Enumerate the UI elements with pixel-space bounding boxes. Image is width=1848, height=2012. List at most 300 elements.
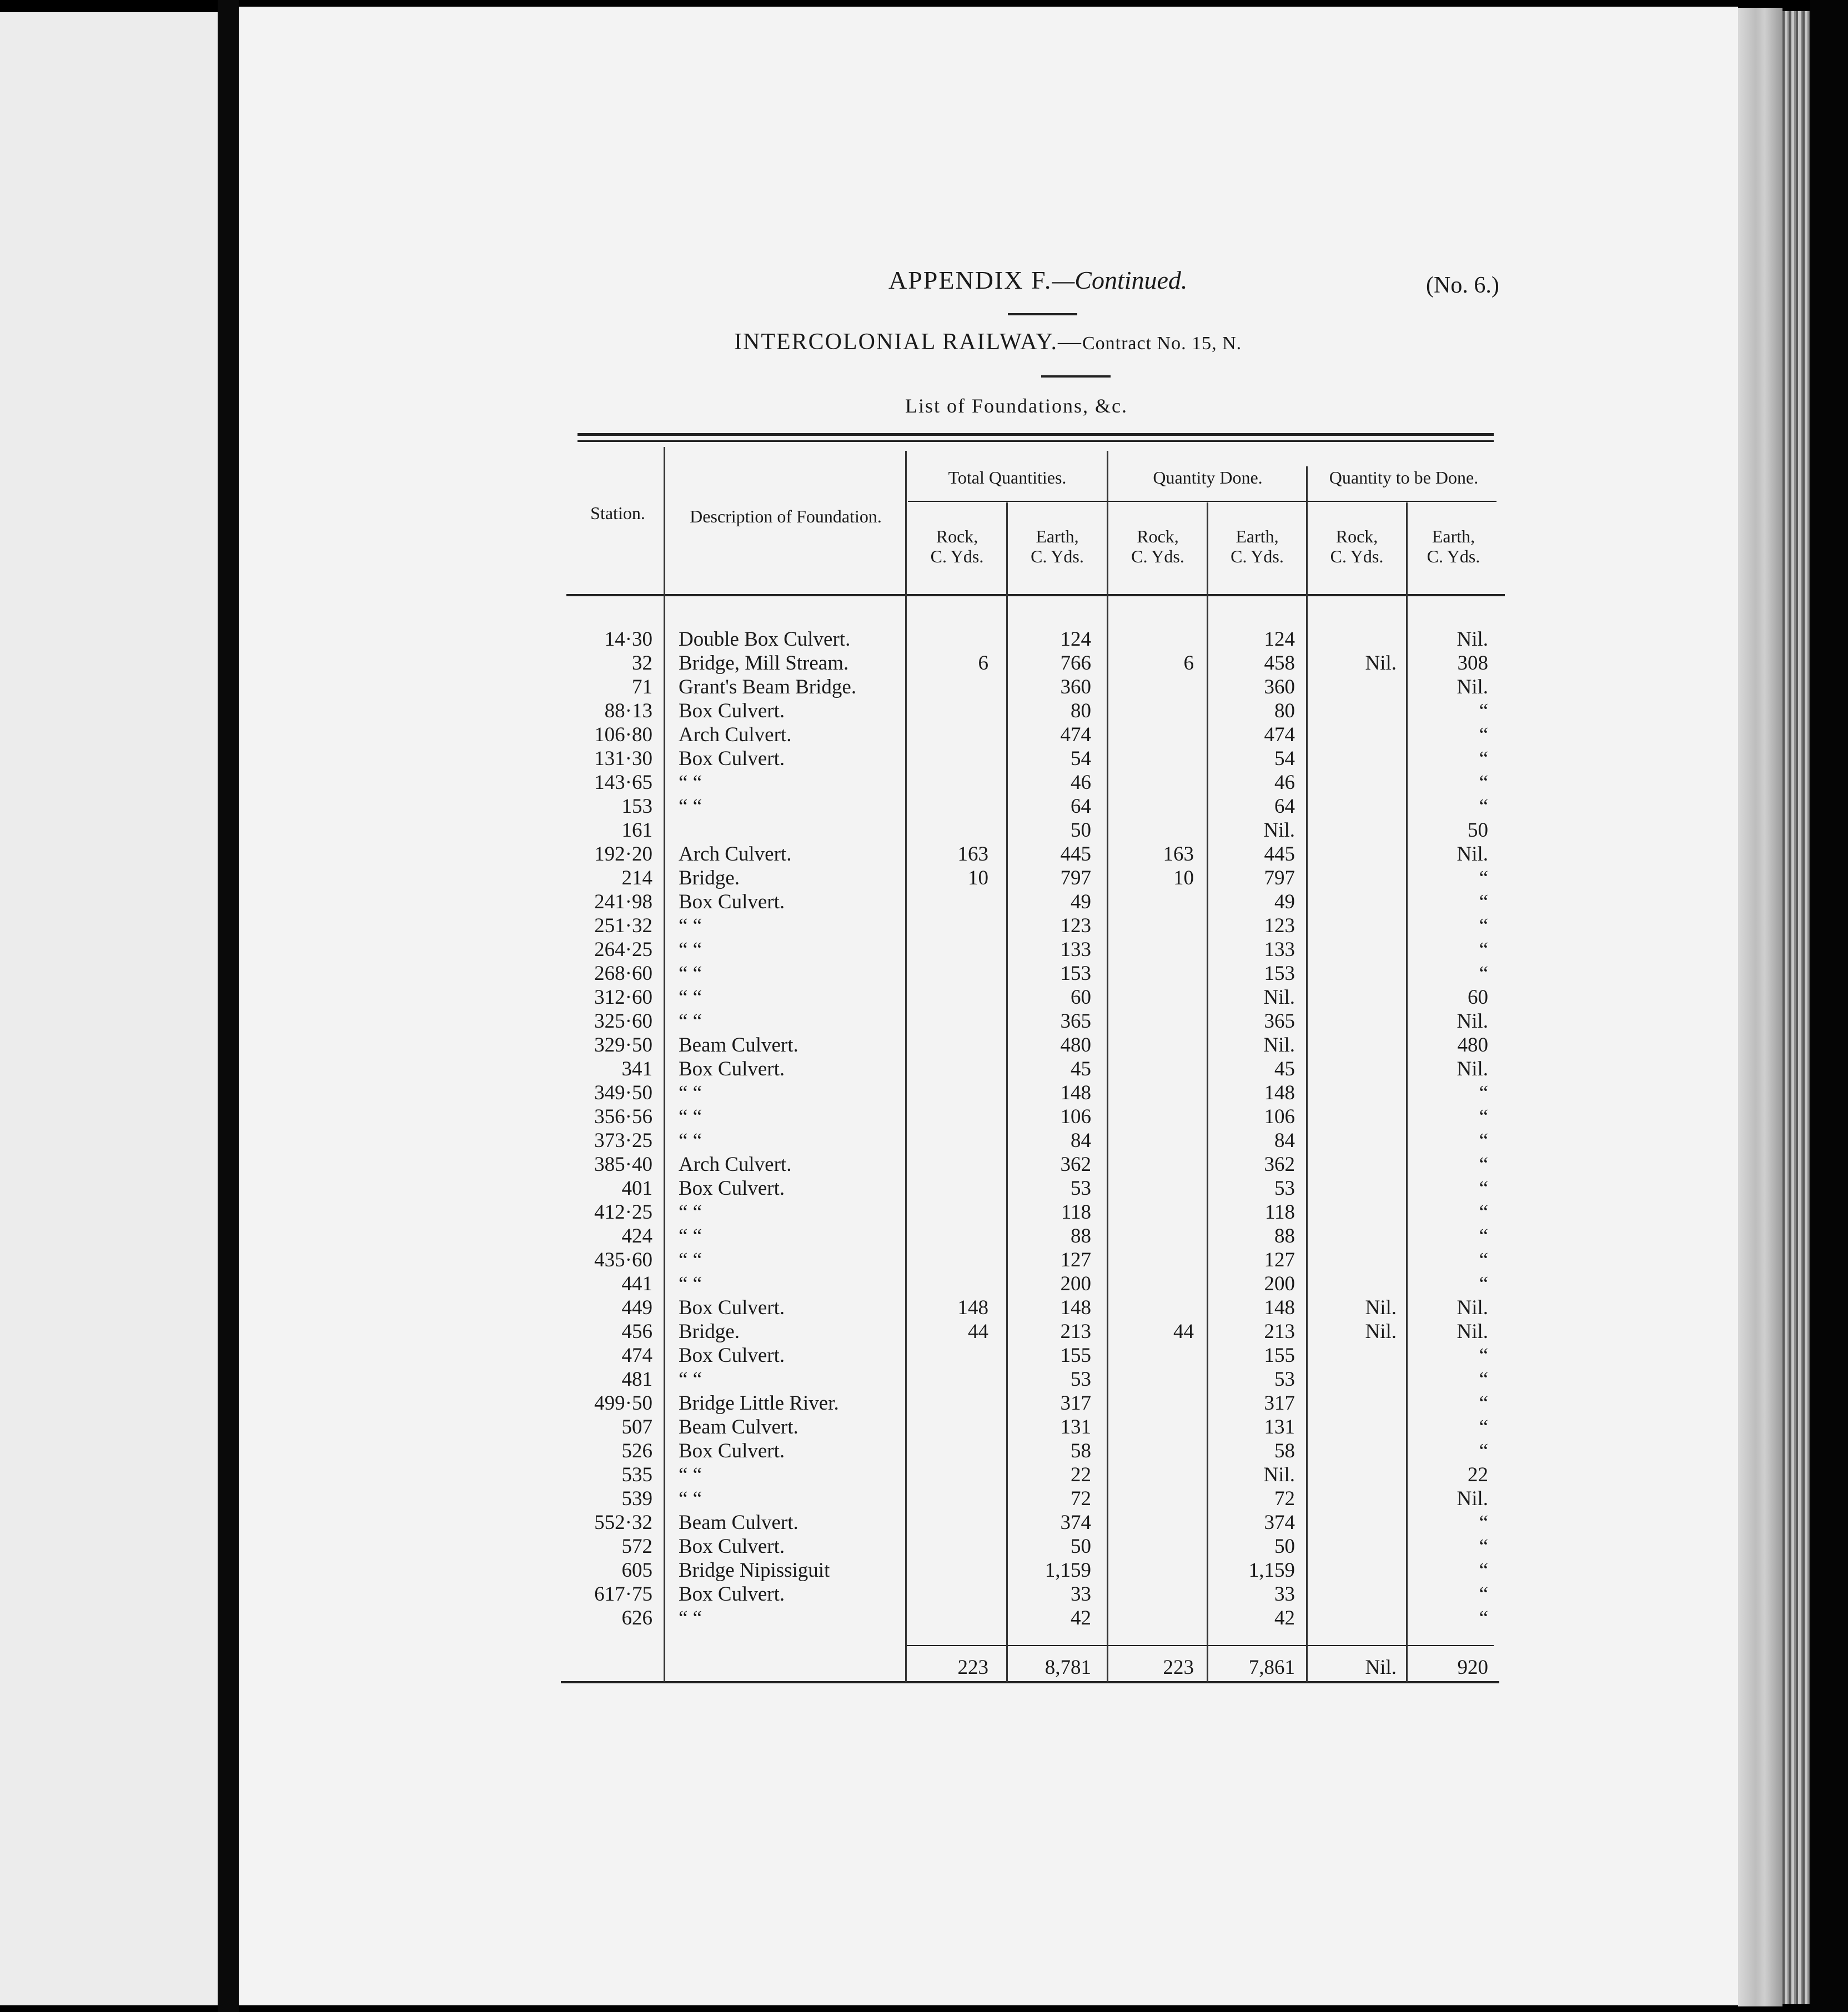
table-row xyxy=(555,1415,1499,1439)
total-earth-cell: 42 xyxy=(1071,1607,1091,1629)
table-row xyxy=(555,1057,1499,1081)
todo-earth-cell: “ xyxy=(1479,771,1488,794)
done-earth-cell: 42 xyxy=(1274,1607,1295,1629)
total-earth-cell: 480 xyxy=(1060,1034,1091,1057)
todo-earth-cell: “ xyxy=(1479,1249,1488,1271)
done-rock-cell: 44 xyxy=(1173,1320,1194,1343)
station-cell: 251·32 xyxy=(594,914,652,937)
todo-earth-cell: “ xyxy=(1479,1105,1488,1128)
done-rock-cell: 6 xyxy=(1183,652,1194,675)
description-cell: Box Culvert. xyxy=(679,747,785,770)
total-earth-cell: 213 xyxy=(1060,1320,1091,1343)
total-earth-cell: 133 xyxy=(1060,938,1091,961)
done-earth-cell: 33 xyxy=(1274,1583,1295,1606)
subheader-rock xyxy=(1109,526,1207,566)
station-cell: 88·13 xyxy=(604,700,652,722)
total-earth-cell: 106 xyxy=(1060,1105,1091,1128)
total-earth-cell: 374 xyxy=(1060,1511,1091,1534)
description-cell: Bridge, Mill Stream. xyxy=(679,652,849,675)
table-row xyxy=(555,1105,1499,1129)
total-rock-cell: 163 xyxy=(957,843,988,866)
done-earth-cell: 200 xyxy=(1264,1272,1295,1295)
station-cell: 153 xyxy=(621,795,652,818)
todo-earth-cell: Nil. xyxy=(1457,676,1488,698)
subheader-earth xyxy=(1408,526,1499,566)
total-earth-cell: 84 xyxy=(1071,1129,1091,1152)
description-cell: “ “ xyxy=(679,938,702,961)
table-row xyxy=(555,794,1499,818)
done-earth-cell: Nil. xyxy=(1263,819,1295,842)
table-row xyxy=(555,1296,1499,1320)
total-rock-quantity: 223 xyxy=(957,1656,988,1679)
table-row xyxy=(555,771,1499,794)
done-earth-cell: 53 xyxy=(1274,1177,1295,1200)
table-row xyxy=(555,699,1499,723)
page-stack-edge xyxy=(1782,11,1810,2004)
todo-earth-cell: 308 xyxy=(1457,652,1488,675)
station-cell: 356·56 xyxy=(594,1105,652,1128)
description-cell: Box Culvert. xyxy=(679,1535,785,1558)
header-description: Description of Foundation. xyxy=(690,506,882,526)
total-rock-cell: 148 xyxy=(957,1296,988,1319)
rock-label: Rock, xyxy=(1137,526,1179,546)
done-earth-cell: 362 xyxy=(1264,1153,1295,1176)
total-earth-cell: 797 xyxy=(1060,867,1091,889)
table-row xyxy=(555,1487,1499,1511)
done-earth-cell: 88 xyxy=(1274,1225,1295,1248)
station-cell: 161 xyxy=(621,819,652,842)
todo-earth-cell: “ xyxy=(1479,867,1488,889)
total-earth-cell: 50 xyxy=(1071,1535,1091,1558)
station-cell: 507 xyxy=(621,1416,652,1438)
heading-rule xyxy=(1008,313,1077,315)
total-earth-cell: 64 xyxy=(1071,795,1091,818)
todo-earth-cell: “ xyxy=(1479,1082,1488,1104)
done-earth-cell: 50 xyxy=(1274,1535,1295,1558)
total-earth-cell: 124 xyxy=(1060,628,1091,651)
earth-label: Earth, xyxy=(1236,526,1279,546)
station-cell: 456 xyxy=(621,1320,652,1343)
total-earth-cell: 54 xyxy=(1071,747,1091,770)
station-cell: 449 xyxy=(621,1296,652,1319)
station-cell: 192·20 xyxy=(594,843,652,866)
station-cell: 385·40 xyxy=(594,1153,652,1176)
done-earth-cell: Nil. xyxy=(1263,986,1295,1009)
table-row xyxy=(555,890,1499,914)
table-row xyxy=(555,1248,1499,1272)
todo-earth-cell: Nil. xyxy=(1457,1487,1488,1510)
todo-earth-cell: “ xyxy=(1479,1153,1488,1176)
description-cell: Arch Culvert. xyxy=(679,723,792,746)
description-cell: “ “ xyxy=(679,1201,702,1224)
description-cell: “ “ xyxy=(679,1368,702,1391)
todo-earth-cell: “ xyxy=(1479,1272,1488,1295)
table-row xyxy=(555,818,1499,842)
station-cell: 268·60 xyxy=(594,962,652,985)
table-row xyxy=(555,1176,1499,1200)
total-earth-cell: 49 xyxy=(1071,891,1091,913)
total-earth-cell: 88 xyxy=(1071,1225,1091,1248)
done-earth-cell: 84 xyxy=(1274,1129,1295,1152)
todo-earth-cell: “ xyxy=(1479,723,1488,746)
station-cell: 424 xyxy=(621,1225,652,1248)
totals-row xyxy=(555,1656,1499,1682)
table-row xyxy=(555,1153,1499,1176)
description-cell: “ “ xyxy=(679,1010,702,1033)
todo-earth-cell: “ xyxy=(1479,1535,1488,1558)
todo-earth-cell: Nil. xyxy=(1457,843,1488,866)
railway-contract-heading xyxy=(734,329,1242,355)
todo-earth-cell: “ xyxy=(1479,891,1488,913)
table-row xyxy=(555,1391,1499,1415)
total-earth-cell: 45 xyxy=(1071,1058,1091,1080)
foundation-rows xyxy=(555,627,1499,1630)
total-earth-cell: 46 xyxy=(1071,771,1091,794)
total-earth-cell: 474 xyxy=(1060,723,1091,746)
table-row xyxy=(555,1439,1499,1463)
station-cell: 131·30 xyxy=(594,747,652,770)
station-cell: 617·75 xyxy=(594,1583,652,1606)
description-cell: Box Culvert. xyxy=(679,891,785,913)
rock-label: Rock, xyxy=(936,526,978,546)
todo-earth-cell: “ xyxy=(1479,1129,1488,1152)
description-cell: Bridge Nipissiguit xyxy=(679,1559,830,1582)
total-earth-cell: 53 xyxy=(1071,1177,1091,1200)
done-earth-cell: 133 xyxy=(1264,938,1295,961)
done-earth-cell: 148 xyxy=(1264,1296,1295,1319)
total-earth-cell: 766 xyxy=(1060,652,1091,675)
done-earth-cell: Nil. xyxy=(1263,1463,1295,1486)
total-earth-cell: 53 xyxy=(1071,1368,1091,1391)
header-bottom-rule xyxy=(566,594,1505,596)
scan-border xyxy=(1810,0,1848,2012)
earth-label: Earth, xyxy=(1432,526,1475,546)
description-cell: “ “ xyxy=(679,1487,702,1510)
done-earth-cell: 797 xyxy=(1264,867,1295,889)
description-cell: Box Culvert. xyxy=(679,1344,785,1367)
description-cell: Grant's Beam Bridge. xyxy=(679,676,857,698)
description-cell: “ “ xyxy=(679,1082,702,1104)
station-cell: 605 xyxy=(621,1559,652,1582)
description-cell: Box Culvert. xyxy=(679,1058,785,1080)
station-cell: 474 xyxy=(621,1344,652,1367)
done-earth-cell: 153 xyxy=(1264,962,1295,985)
todo-earth-cell: “ xyxy=(1479,1416,1488,1438)
description-cell: Box Culvert. xyxy=(679,700,785,722)
station-cell: 241·98 xyxy=(594,891,652,913)
description-cell: Beam Culvert. xyxy=(679,1416,799,1438)
total-earth-cell: 123 xyxy=(1060,914,1091,937)
description-cell: “ “ xyxy=(679,795,702,818)
todo-earth-cell: “ xyxy=(1479,938,1488,961)
todo-earth-cell: “ xyxy=(1479,962,1488,985)
done-earth-cell: 474 xyxy=(1264,723,1295,746)
done-earth-cell: 374 xyxy=(1264,1511,1295,1534)
table-top-rule-1 xyxy=(578,433,1494,436)
todo-earth-cell: “ xyxy=(1479,747,1488,770)
total-rock-cell: 44 xyxy=(968,1320,988,1343)
table-row xyxy=(555,1511,1499,1535)
description-cell: Double Box Culvert. xyxy=(679,628,851,651)
station-cell: 539 xyxy=(621,1487,652,1510)
table-row xyxy=(555,723,1499,747)
subheader-rock xyxy=(1308,526,1406,566)
total-earth-cell: 22 xyxy=(1071,1463,1091,1486)
station-cell: 626 xyxy=(621,1607,652,1629)
description-cell: Arch Culvert. xyxy=(679,843,792,866)
description-cell: “ “ xyxy=(679,1272,702,1295)
total-earth-cell: 360 xyxy=(1060,676,1091,698)
subheader-earth xyxy=(1008,526,1107,566)
total-rock-done: 223 xyxy=(1163,1656,1194,1679)
total-earth-cell: 72 xyxy=(1071,1487,1091,1510)
todo-earth-cell: “ xyxy=(1479,1583,1488,1606)
table-row xyxy=(555,1463,1499,1487)
todo-earth-cell: “ xyxy=(1479,1607,1488,1629)
total-earth-quantity: 8,781 xyxy=(1044,1656,1091,1679)
table-row xyxy=(555,1535,1499,1558)
done-earth-cell: 155 xyxy=(1264,1344,1295,1367)
earth-label: Earth, xyxy=(1036,526,1079,546)
todo-earth-cell: 60 xyxy=(1468,986,1488,1009)
total-earth-cell: 445 xyxy=(1060,843,1091,866)
station-cell: 329·50 xyxy=(594,1034,652,1057)
left-facing-page xyxy=(0,12,218,2005)
list-title: List of Foundations, &c. xyxy=(905,395,1128,417)
done-earth-cell: 53 xyxy=(1274,1368,1295,1391)
description-cell: “ “ xyxy=(679,1249,702,1271)
station-cell: 349·50 xyxy=(594,1082,652,1104)
done-earth-cell: 80 xyxy=(1274,700,1295,722)
todo-earth-cell: “ xyxy=(1479,1511,1488,1534)
total-earth-cell: 365 xyxy=(1060,1010,1091,1033)
description-cell: “ “ xyxy=(679,962,702,985)
contract-label: Contract No. 15, N. xyxy=(1082,333,1242,354)
total-earth-cell: 60 xyxy=(1071,986,1091,1009)
done-earth-cell: 72 xyxy=(1274,1487,1295,1510)
total-earth-cell: 58 xyxy=(1071,1440,1091,1462)
done-earth-cell: 1,159 xyxy=(1248,1559,1295,1582)
todo-earth-cell: “ xyxy=(1479,1177,1488,1200)
header-quantity-to-be-done: Quantity to be Done. xyxy=(1329,467,1479,487)
description-cell: Bridge Little River. xyxy=(679,1392,839,1415)
subheader-earth xyxy=(1208,526,1306,566)
station-cell: 325·60 xyxy=(594,1010,652,1033)
table-row xyxy=(555,1224,1499,1248)
total-earth-cell: 200 xyxy=(1060,1272,1091,1295)
total-earth-cell: 50 xyxy=(1071,819,1091,842)
description-cell: Box Culvert. xyxy=(679,1440,785,1462)
station-cell: 441 xyxy=(621,1272,652,1295)
station-cell: 14·30 xyxy=(604,628,652,651)
done-earth-cell: 365 xyxy=(1264,1010,1295,1033)
description-cell: “ “ xyxy=(679,1607,702,1629)
table-row xyxy=(555,962,1499,985)
appendix-continued: —Continued. xyxy=(1052,266,1188,294)
description-cell: “ “ xyxy=(679,1225,702,1248)
todo-earth-cell: Nil. xyxy=(1457,1010,1488,1033)
table-row xyxy=(555,1367,1499,1391)
table-row xyxy=(555,1129,1499,1153)
table-row xyxy=(555,842,1499,866)
done-rock-cell: 163 xyxy=(1163,843,1194,866)
description-cell: Box Culvert. xyxy=(679,1177,785,1200)
todo-earth-cell: “ xyxy=(1479,1559,1488,1582)
todo-earth-cell: 480 xyxy=(1457,1034,1488,1057)
table-row xyxy=(555,1009,1499,1033)
station-cell: 552·32 xyxy=(594,1511,652,1534)
todo-earth-cell: “ xyxy=(1479,914,1488,937)
subtitle-rule xyxy=(1041,375,1111,378)
station-cell: 32 xyxy=(632,652,652,675)
station-cell: 435·60 xyxy=(594,1249,652,1271)
todo-earth-cell: Nil. xyxy=(1457,628,1488,651)
done-earth-cell: Nil. xyxy=(1263,1034,1295,1057)
done-earth-cell: 317 xyxy=(1264,1392,1295,1415)
table-row xyxy=(555,985,1499,1009)
table-number: (No. 6.) xyxy=(1426,273,1499,298)
done-earth-cell: 58 xyxy=(1274,1440,1295,1462)
totals-top-rule xyxy=(905,1645,1494,1646)
todo-earth-cell: Nil. xyxy=(1457,1320,1488,1343)
table-row xyxy=(555,1272,1499,1296)
todo-earth-cell: “ xyxy=(1479,700,1488,722)
todo-earth-cell: Nil. xyxy=(1457,1296,1488,1319)
total-earth-cell: 148 xyxy=(1060,1082,1091,1104)
description-cell: “ “ xyxy=(679,1105,702,1128)
station-cell: 106·80 xyxy=(594,723,652,746)
description-cell: Beam Culvert. xyxy=(679,1511,799,1534)
table-row xyxy=(555,1200,1499,1224)
total-earth-cell: 118 xyxy=(1061,1201,1091,1224)
todo-earth-cell: “ xyxy=(1479,795,1488,818)
done-earth-cell: 213 xyxy=(1264,1320,1295,1343)
table-row xyxy=(555,1344,1499,1367)
done-rock-cell: 10 xyxy=(1173,867,1194,889)
done-earth-cell: 458 xyxy=(1264,652,1295,675)
description-cell: “ “ xyxy=(679,1129,702,1152)
description-cell: “ “ xyxy=(679,986,702,1009)
station-cell: 214 xyxy=(621,867,652,889)
unit-label: C. Yds. xyxy=(1427,546,1480,566)
done-earth-cell: 148 xyxy=(1264,1082,1295,1104)
todo-earth-cell: “ xyxy=(1479,1225,1488,1248)
header-quantity-done: Quantity Done. xyxy=(1153,467,1263,487)
done-earth-cell: 360 xyxy=(1264,676,1295,698)
unit-label: C. Yds. xyxy=(1131,546,1184,566)
todo-earth-cell: “ xyxy=(1479,1392,1488,1415)
total-rock-to-be-done: Nil. xyxy=(1365,1656,1397,1679)
total-rock-cell: 6 xyxy=(978,652,988,675)
station-cell: 373·25 xyxy=(594,1129,652,1152)
table-row xyxy=(555,1582,1499,1606)
table-row xyxy=(555,914,1499,938)
done-earth-cell: 106 xyxy=(1264,1105,1295,1128)
rock-label: Rock, xyxy=(1335,526,1378,546)
railway-name: INTERCOLONIAL RAILWAY.— xyxy=(734,329,1082,355)
station-cell: 499·50 xyxy=(594,1392,652,1415)
todo-rock-cell: Nil. xyxy=(1365,1296,1397,1319)
done-earth-cell: 64 xyxy=(1274,795,1295,818)
header-station: Station. xyxy=(590,503,645,523)
description-cell: Box Culvert. xyxy=(679,1296,785,1319)
table-row xyxy=(555,1606,1499,1630)
todo-rock-cell: Nil. xyxy=(1365,652,1397,675)
done-earth-cell: 45 xyxy=(1274,1058,1295,1080)
station-cell: 71 xyxy=(632,676,652,698)
table-row xyxy=(555,747,1499,771)
done-earth-cell: 124 xyxy=(1264,628,1295,651)
todo-earth-cell: 22 xyxy=(1468,1463,1488,1486)
subheader-rock xyxy=(908,526,1006,566)
total-earth-cell: 155 xyxy=(1060,1344,1091,1367)
table-top-rule-2 xyxy=(578,440,1494,442)
total-earth-cell: 317 xyxy=(1060,1392,1091,1415)
subheader-rule xyxy=(908,501,1497,502)
unit-label: C. Yds. xyxy=(1031,546,1084,566)
description-cell: Box Culvert. xyxy=(679,1583,785,1606)
total-rock-cell: 10 xyxy=(968,867,988,889)
total-earth-done: 7,861 xyxy=(1248,1656,1295,1679)
station-cell: 535 xyxy=(621,1463,652,1486)
total-earth-cell: 127 xyxy=(1060,1249,1091,1271)
description-cell: “ “ xyxy=(679,914,702,937)
done-earth-cell: 46 xyxy=(1274,771,1295,794)
todo-earth-cell: “ xyxy=(1479,1368,1488,1391)
description-cell: Bridge. xyxy=(679,1320,740,1343)
description-cell: “ “ xyxy=(679,771,702,794)
table-row xyxy=(555,1320,1499,1344)
station-cell: 572 xyxy=(621,1535,652,1558)
book-gutter xyxy=(218,0,239,2012)
header-total-quantities: Total Quantities. xyxy=(948,467,1067,487)
total-earth-cell: 33 xyxy=(1071,1583,1091,1606)
station-cell: 481 xyxy=(621,1368,652,1391)
total-earth-cell: 153 xyxy=(1060,962,1091,985)
unit-label: C. Yds. xyxy=(930,546,984,566)
table-row xyxy=(555,627,1499,651)
unit-label: C. Yds. xyxy=(1231,546,1284,566)
total-earth-to-be-done: 920 xyxy=(1457,1656,1488,1679)
table-row xyxy=(555,1081,1499,1105)
total-earth-cell: 1,159 xyxy=(1044,1559,1091,1582)
done-earth-cell: 118 xyxy=(1264,1201,1295,1224)
done-earth-cell: 49 xyxy=(1274,891,1295,913)
total-earth-cell: 148 xyxy=(1060,1296,1091,1319)
description-cell: Arch Culvert. xyxy=(679,1153,792,1176)
done-earth-cell: 445 xyxy=(1264,843,1295,866)
table-row xyxy=(555,651,1499,675)
done-earth-cell: 54 xyxy=(1274,747,1295,770)
done-earth-cell: 131 xyxy=(1264,1416,1295,1438)
done-earth-cell: 127 xyxy=(1264,1249,1295,1271)
appendix-title: APPENDIX F. xyxy=(888,266,1052,294)
table-row xyxy=(555,675,1499,699)
done-earth-cell: 123 xyxy=(1264,914,1295,937)
todo-rock-cell: Nil. xyxy=(1365,1320,1397,1343)
station-cell: 312·60 xyxy=(594,986,652,1009)
station-cell: 143·65 xyxy=(594,771,652,794)
todo-earth-cell: “ xyxy=(1479,1440,1488,1462)
station-cell: 341 xyxy=(621,1058,652,1080)
table-row xyxy=(555,1558,1499,1582)
todo-earth-cell: “ xyxy=(1479,1201,1488,1224)
station-cell: 526 xyxy=(621,1440,652,1462)
description-cell: “ “ xyxy=(679,1463,702,1486)
page-edge xyxy=(1738,8,1782,2006)
description-cell: Bridge. xyxy=(679,867,740,889)
total-earth-cell: 131 xyxy=(1060,1416,1091,1438)
